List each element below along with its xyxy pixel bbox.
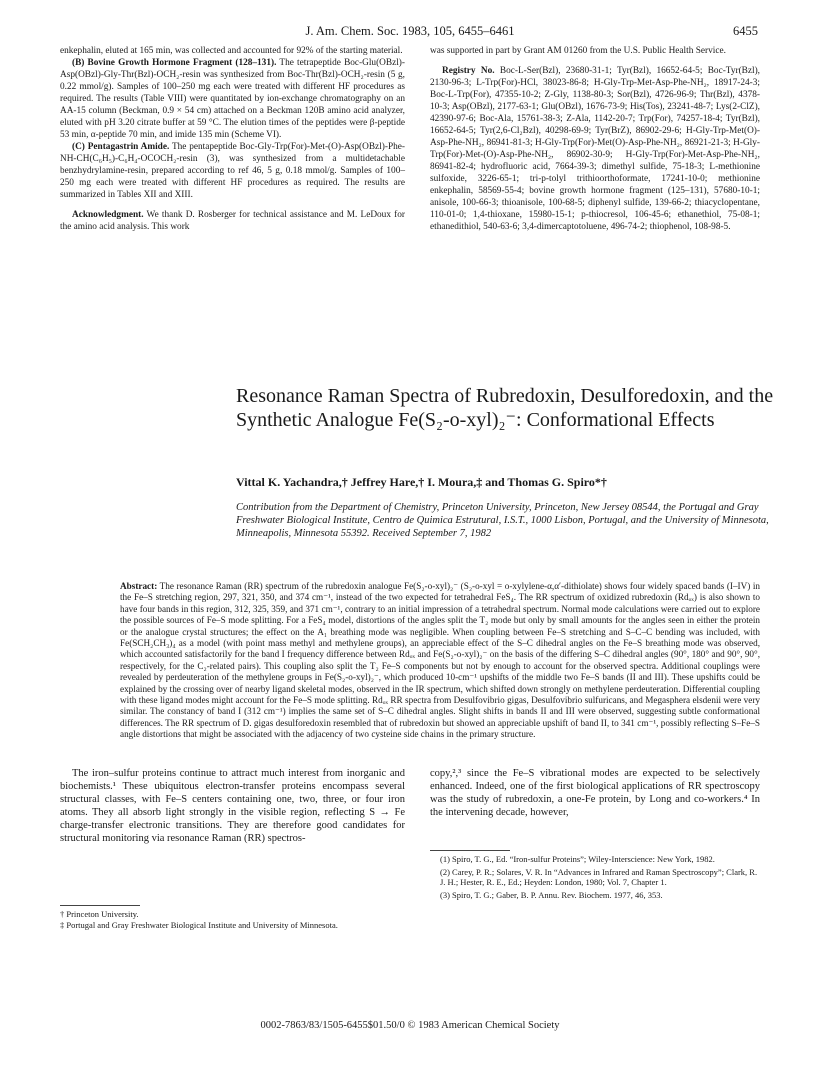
section-heading-growth-hormone: (B) Bovine Growth Hormone Fragment (128–131). <box>72 58 277 68</box>
intro-paragraph: The iron–sulfur proteins continue to attract much interest from inorganic and biochemists.¹ These ubiquitous electron-transfer proteins encompass several structural classes, with Fe–S centers containing one, two, three, or four iron atoms. They all absorb light strongly in the visible region, reflecting S → Fe charge-transfer electronic transitions. They are therefore good candidates for structural monitoring via resonance Raman (RR) spectros- <box>60 768 405 844</box>
body-right-column <box>430 767 760 819</box>
footnote-princeton: † Princeton University. <box>60 909 139 919</box>
paragraph-acknowledgment <box>60 209 405 233</box>
registry-heading: Registry No. <box>442 66 495 76</box>
affiliation-footnotes <box>60 905 405 930</box>
reference-rule <box>430 850 510 851</box>
section-heading-pentagastrin: (C) Pentagastrin Amide. <box>72 142 170 152</box>
footnote-rule <box>60 905 140 906</box>
paragraph-grant: was supported in part by Grant AM 01260 from the U.S. Public Health Service. <box>430 46 726 56</box>
previous-article-left-column <box>60 45 405 233</box>
journal-citation: J. Am. Chem. Soc. 1983, 105, 6455–6461 <box>305 24 515 38</box>
previous-article-right-column <box>430 45 760 233</box>
references <box>430 850 760 902</box>
reference-1: (1) Spiro, T. G., Ed. “Iron-sulfur Proteins”; Wiley-Interscience: New York, 1982. <box>440 854 715 864</box>
intro-continuation: copy,²,³ since the Fe–S vibrational modes are expected to be selectively enhanced. Indeed, one of the first biological applications of RR spectroscopy was the study of rubredoxin, a one-Fe protein, by Long and co-workers.⁴ In the intervening decade, however, <box>430 768 760 818</box>
registry-numbers <box>430 65 760 233</box>
article-title: Resonance Raman Spectra of Rubredoxin, Desulforedoxin, and the Synthetic Analogue Fe(S₂-o-xyl)₂⁻: Conformational Effects <box>236 385 774 431</box>
paragraph-enkephalin: enkephalin, eluted at 165 min, was collected and accounted for 92% of the starting material. <box>60 46 403 56</box>
page-number: 6455 <box>733 24 758 38</box>
copyright-line: 0002-7863/83/1505-6455$01.50/0 © 1983 American Chemical Society <box>260 1020 560 1031</box>
abstract-text: The resonance Raman (RR) spectrum of the rubredoxin analogue Fe(S₂-o-xyl)₂⁻ (S₂-o-xyl = o-xylylene-α,α′-dithiolate) shows four widely spaced bands (I–IV) in the Fe–S stretching region, 297, 321, 350, and 374 cm⁻¹, instead of the two expected for tetrahedral FeS₄. The RR spectrum of oxidized rubredoxin (Rdₒₓ) is also shown to have four bands in this region, 312, 325, 359, and 371 cm⁻¹, contrary to an initial impression of a tetrahedral spectrum. Normal mode calculations were carried out to explore the possible sources of Fe–S mode splitting. For a FeS₄ model, distortions of the angles split the T₂ mode but only by small amounts for the angles seen in either the protein or the analogue crystal structures; the effect on the A₁ breathing mode was negligible. When coupling between Fe–S stretching and S–C–C bending was included, with Fe(SCH₂CH₃)₄ as a model (with point mass methyl and methylene groups), an appreciable effect of the S–C dihedral angles on the Fe–S breathing mode was observed, which accounted satisfactorily for the band I frequency difference between Rdₒₓ and Fe(S₂-o-xyl)₂⁻ on the basis of the differing S–C dihedral angles (90°, 180° and 90°, 90°, respectively, for the C₂-related pairs). This coupling also split the T₂ Fe–S components but not by enough to account for the observed spectra. Additional couplings were revealed by perdeuteration of the methylene groups in Fe(S₂-o-xyl)₂⁻, which produced 10-cm⁻¹ upshifts of the middle two Fe–S bands (II and III). These upshifts could be explained by the crossing over of nearby ligand skeletal modes, observed in the IR spectrum, which shifted down strongly on methylene perdeuteration. Differential coupling with these ligand modes might account for the Fe–S mode splitting. Rdₒₓ RR spectra from Desulfovibrio gigas, Desulfovibrio sulfuricans, and Megasphera elsdenii were very similar. The constancy of band I (312 cm⁻¹) implies the same set of S–C dihedral angles. Slight shifts in bands II and III were observed, suggesting subtle conformational differences. The RR spectrum of D. gigas desulforedoxin resembled that of rubredoxin but showed an appreciable upshift of band II, to 341 cm⁻¹, possibly reflecting S–Fe–S angle distortions that might be associated with the adjacency of two cysteine side chains in the primary structure. <box>120 581 761 740</box>
growth-hormone-text: The tetrapeptide Boc-Glu(OBzl)-Asp(OBzl)-Gly-Thr(Bzl)-OCH₂-resin was synthesized from Boc-Thr(Bzl)-OCH₂-resin (5 g, 0.22 mmol/g). Samples of 100–250 mg each were treated with different HF procedures as required. The results (Table VIII) were quantitated by ion-exchange chromatography on an AA-15 column (Beckman, 0.9 × 54 cm) attached on a Beckman 120B amino acid analyzer, eluted with pH 3.20 citrate buffer at 59 °C. The elution times of the peptides were β-peptide 53 min, α-peptide 70 min, and imide 135 min (Scheme VI). <box>60 58 405 140</box>
reference-3: (3) Spiro, T. G.; Gaber, B. P. Annu. Rev. Biochem. 1977, 46, 353. <box>440 889 663 900</box>
running-head <box>0 24 820 40</box>
abstract <box>120 581 760 741</box>
body-left-column <box>60 767 405 845</box>
acknowledgment-text: We thank D. Rosberger for technical assistance and M. LeDoux for the amino acid analysis. This work <box>60 210 405 232</box>
abstract-label: Abstract: <box>120 581 158 591</box>
article-affiliation: Contribution from the Department of Chemistry, Princeton University, Princeton, New Jersey 08544, the Portugal and Gray Freshwater Biological Institute, Centro de Quimica Estrutural, I.S.T., 1000 Lisbon, Portugal, and the University of Minnesota, Minneapolis, Minnesota 55392. Received September 7, 1982 <box>236 502 769 539</box>
article-authors: Vittal K. Yachandra,† Jeffrey Hare,† I. Moura,‡ and Thomas G. Spiro*† <box>236 475 607 489</box>
registry-text: Boc-L-Ser(Bzl), 23680-31-1; Tyr(Bzl), 16652-64-5; Boc-Tyr(Bzl), 2130-96-3; L-Trp(For)-HCl, 38023-86-8; H-Gly-Trp-Met-Asp-Phe-NH₂, 18917-24-3; Boc-L-Trp(For), 47355-10-2; Z-Gly, 1138-80-3; Sor(Bzl), 4726-96-9; Thr(Bzl), 4378-10-3; Asp(OBzl), 2177-63-1; Glu(OBzl), 1676-73-9; His(Tos), 23241-48-7; Lys(2-ClZ), 42390-97-6; Boc-Ala, 15761-38-3; Z-Ala, 1142-20-7; Trp(For), 74257-18-4; Tyr(Bzl), 16652-64-5; Tyr(2,6-Cl₂Bzl), 40298-69-9; Tyr(BrZ), 86902-29-6; H-Gly-Trp-Met(O)-Asp-Phe-NH₂, 86941-81-3; H-Gly-Trp(For)-Met(O)-Asp-Phe-NH₂, 86921-21-3; H-Gly-Trp(For)-Met-(O)-Asp-Phe-NH₂, 86902-30-9; H-Gly-Trp(For)-Met-Asp-Phe-NH₂, 86941-82-4; hydrofluoric acid, 7664-39-3; dimethyl sulfide, 75-18-3; L-methionine sulfoxide, 3226-65-1; tri-p-tolyl trithioorthoformate, 17241-10-0; methionine enkephalin, 58569-55-4; bovine growth hormone fragment (125–131), 57680-10-1; anisole, 100-66-3; thioanisole, 100-68-5; diphenyl sulfide, 139-66-2; thiacyclopentane, 110-01-0; 1,4-thioxane, 15980-15-1; p-thiocresol, 106-45-6; ethanethiol, 75-08-1; ethanedithiol, 540-63-6; 3,4-dimercaptotoluene, 496-74-2; thiophenol, 108-98-5. <box>430 66 760 232</box>
acknowledgment-heading: Acknowledgment. <box>72 210 144 220</box>
reference-2: (2) Carey, P. R.; Solares, V. R. In “Advances in Infrared and Raman Spectroscopy”; Clark, R. J. H.; Hester, R. E., Ed.; Heyden: London, 1980; Vol. 7, Chapter 1. <box>440 866 758 887</box>
footnote-portugal: ‡ Portugal and Gray Freshwater Biological Institute and University of Minnesota. <box>60 919 338 930</box>
pentagastrin-text: The pentapeptide Boc-Gly-Trp(For)-Met-(O)-Asp(OBzl)-Phe-NH-CH(C₆H₅)-C₆H₄-OCOCH₂-resin (3), was synthesized from a multidetachable benzhydrylamine-resin, prepared according to ref 46, 5 g, 0.18 mmol/g. Samples of 100–250 mg each were treated with different HF procedures as required. The results are summarized in Tables XII and XIII. <box>60 142 405 200</box>
paragraph-growth-hormone <box>60 57 405 141</box>
paragraph-pentagastrin <box>60 141 405 201</box>
